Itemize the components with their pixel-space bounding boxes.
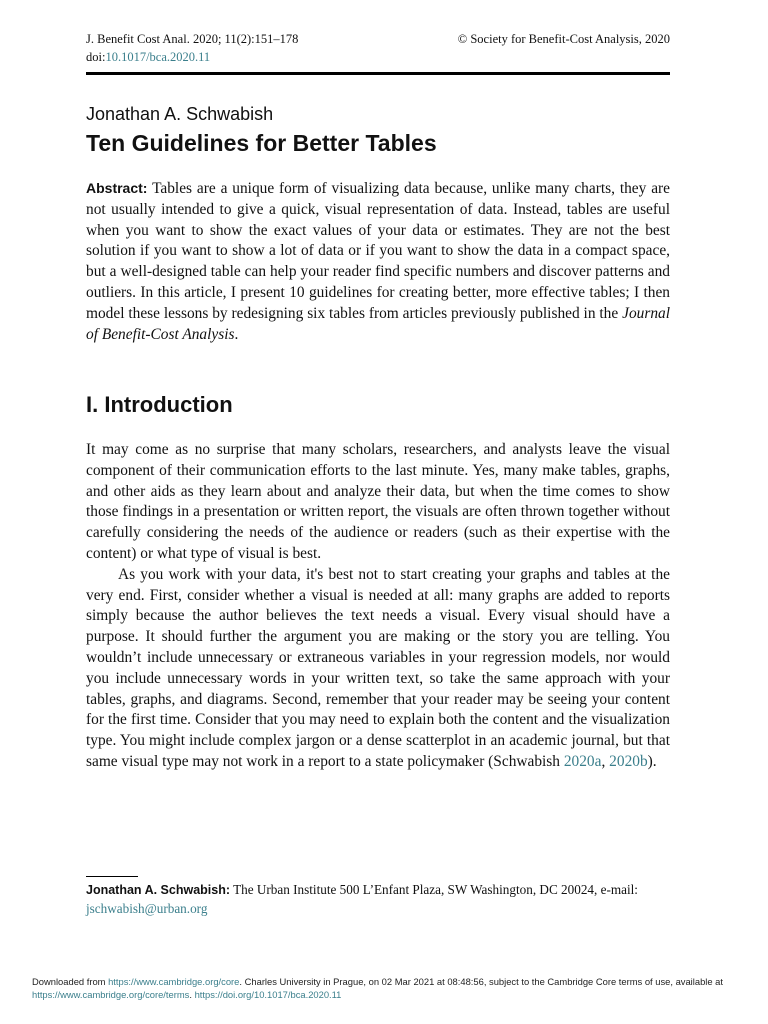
copyright-notice: © Society for Benefit-Cost Analysis, 2020: [457, 32, 670, 46]
paragraph-1: It may come as no surprise that many scholars, researchers, and analysts leave the visual component of their communication efforts to the last minute. Yes, many make tables, graphs, and other aids as they learn about and analyze their data, but when the time comes to show those findings in a presentation or written report, the visuals are often thrown together without carefully considering the needs of the audience or readers (such as their expertise with the content) or what type of visual is best.: [86, 441, 670, 562]
abstract: [86, 178, 670, 345]
article-author: Jonathan A. Schwabish: [86, 104, 274, 124]
author-email-link[interactable]: jschwabish@urban.org: [86, 900, 208, 916]
footnote-author-name: Jonathan A. Schwabish:: [86, 883, 231, 897]
paragraph-2-text: As you work with your data, it's best not to start creating your graphs and tables at the very end. First, consider whether a visual is needed at all: many graphs are added to reports simply because the author believes the text needs a visual. Every visual should have a purpose. It should further the argument you are making or the story you are telling. You wouldn’t include unnecessary or extraneous variables in your regression models, nor would you include unnecessary words in your written text, so take the same approach with your tables, graphs, and diagrams. Second, remember that your reader may be seeing your content for the first time. Consider that you may need to explain both the content and the visualization type. You might include complex jargon or a dense scatterplot in an academic journal, but that same visual type may not work in a report to a state policymaker (Schwabish: [86, 565, 670, 770]
doi-prefix: doi:: [86, 50, 106, 64]
citation-link-2020a[interactable]: 2020a: [563, 752, 602, 770]
paragraph-2-end: ).: [647, 752, 657, 770]
header-rule: [86, 72, 670, 75]
abstract-end: .: [234, 325, 239, 343]
author-footnote: [86, 881, 670, 918]
footnote-affiliation: The Urban Institute 500 L’Enfant Plaza, SW Washington, DC 20024, e-mail:: [230, 882, 638, 897]
abstract-text: Tables are a unique form of visualizing data because, unlike many charts, they are not usually intended to give a quick, visual representation of data. Instead, tables are useful when you want to show the exact values of your data or estimates. They are not the best solution if you want to show a lot of data or if you want to show the data in a compact space, but a well-designed table can help your reader find specific numbers and discover patterns and outliers. In this article, I present 10 guidelines for creating better, more effective tables; I then model these lessons by redesigning six tables from articles previously published in the: [86, 180, 670, 322]
paragraph-2: [86, 565, 670, 773]
abstract-label: Abstract:: [86, 180, 148, 196]
citation-separator: ,: [601, 752, 610, 770]
doi-line: [86, 48, 298, 66]
journal-citation: J. Benefit Cost Anal. 2020; 11(2):151–178: [86, 32, 299, 46]
journal-header: [86, 30, 298, 66]
doi-url-link[interactable]: https://doi.org/10.1017/bca.2020.11: [194, 989, 342, 1000]
cambridge-core-link[interactable]: https://www.cambridge.org/core: [108, 976, 240, 987]
section-heading-introduction: I. Introduction: [86, 392, 233, 417]
download-notice: [32, 975, 752, 1001]
footnote-rule: [86, 876, 138, 877]
citation-link-2020b[interactable]: 2020b: [609, 752, 648, 770]
download-separator: .: [189, 989, 195, 1000]
article-title: Ten Guidelines for Better Tables: [86, 130, 437, 156]
terms-link[interactable]: https://www.cambridge.org/core/terms: [32, 989, 190, 1000]
introduction-body: [86, 440, 670, 773]
download-prefix: Downloaded from: [32, 976, 109, 987]
download-middle: . Charles University in Prague, on 02 Mar 2021 at 08:48:56, subject to the Cambridge Core terms of use, available at: [239, 976, 723, 987]
doi-link[interactable]: 10.1017/bca.2020.11: [105, 50, 211, 64]
abstract-journal-name: Journal of Benefit-Cost Analysis: [86, 304, 670, 343]
